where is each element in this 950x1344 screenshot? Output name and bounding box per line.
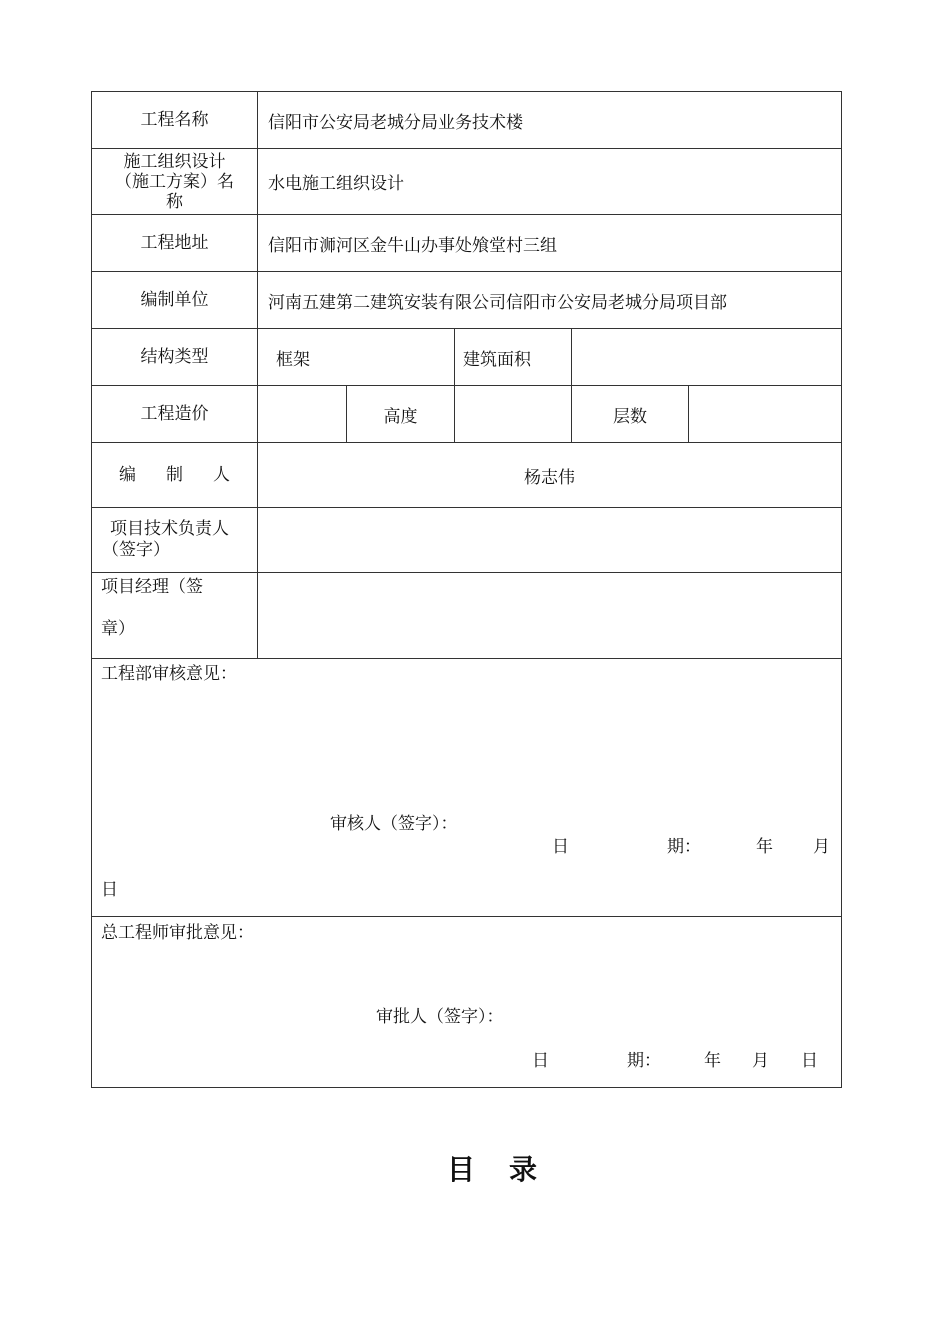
- dept-date-period-label: 期：: [667, 837, 701, 857]
- design-name-label: [92, 149, 258, 215]
- height-label: 高度: [347, 386, 455, 443]
- tech-lead-value: [258, 508, 842, 573]
- row-manager: [92, 573, 842, 659]
- compiler-label-char-3: 人: [213, 465, 230, 485]
- design-name-label-line1: 施工组织设计: [123, 151, 226, 172]
- address-value: 信阳市浉河区金牛山办事处飧堂村三组: [258, 215, 842, 272]
- compiler-label-char-2: 制: [166, 465, 183, 485]
- approval-form: [91, 91, 841, 1088]
- project-name-value: 信阳市公安局老城分局业务技术楼: [258, 92, 842, 149]
- toc-title: 目录: [446, 1153, 571, 1186]
- floors-label: 层数: [572, 386, 689, 443]
- unit-value: 河南五建第二建筑安装有限公司信阳市公安局老城分局项目部: [258, 272, 842, 329]
- area-value: [572, 329, 842, 386]
- area-label: 建筑面积: [455, 329, 572, 386]
- dept-date-month: 月: [813, 837, 830, 857]
- structure-label: 结构类型: [92, 329, 258, 386]
- chief-date-year: 年: [704, 1051, 721, 1071]
- dept-reviewer-signature-label: 审核人（签字）：: [330, 814, 458, 834]
- height-value: [455, 386, 572, 443]
- manager-value: [258, 573, 842, 659]
- cost-value: [258, 386, 347, 443]
- manager-label-line2: 章）: [101, 619, 135, 639]
- compiler-label-char-1: 编: [119, 465, 136, 485]
- row-dept-review: [92, 659, 842, 917]
- tech-lead-label-line1: 项目技术负责人: [110, 519, 229, 539]
- row-tech-lead: [92, 508, 842, 573]
- row-design-name: [92, 149, 842, 215]
- row-unit: [92, 272, 842, 329]
- chief-date-month: 月: [752, 1051, 769, 1071]
- row-project-name: [92, 92, 842, 149]
- chief-date-day-char: 日: [532, 1051, 549, 1071]
- cost-label: 工程造价: [92, 386, 258, 443]
- manager-label: [92, 573, 258, 659]
- dept-date-year: 年: [756, 837, 773, 857]
- row-chief-review: [92, 917, 842, 1088]
- compiler-value: 杨志伟: [258, 443, 842, 508]
- tech-lead-label: [92, 508, 258, 573]
- approval-table: [91, 91, 842, 1088]
- chief-review-heading: 总工程师审批意见：: [101, 923, 254, 943]
- chief-review-cell: [92, 917, 842, 1088]
- compiler-label: [92, 443, 258, 508]
- row-structure: [92, 329, 842, 386]
- design-name-value: 水电施工组织设计: [258, 149, 842, 215]
- dept-review-cell: [92, 659, 842, 917]
- chief-date-period-label: 期：: [627, 1051, 661, 1071]
- structure-value: 框架: [258, 329, 455, 386]
- row-address: [92, 215, 842, 272]
- dept-review-heading: 工程部审核意见：: [101, 664, 237, 684]
- floors-value: [689, 386, 842, 443]
- project-name-label: 工程名称: [92, 92, 258, 149]
- design-name-label-line3: 称: [166, 191, 183, 212]
- design-name-label-line2: （施工方案）名: [115, 171, 234, 192]
- chief-date-day: 日: [801, 1051, 818, 1071]
- unit-label: 编制单位: [92, 272, 258, 329]
- row-compiler: [92, 443, 842, 508]
- dept-date-day: 日: [101, 880, 118, 900]
- address-label: 工程地址: [92, 215, 258, 272]
- chief-approver-signature-label: 审批人（签字）：: [376, 1007, 504, 1027]
- tech-lead-label-line2: （签字）: [102, 540, 170, 560]
- dept-date-day-char: 日: [552, 837, 569, 857]
- manager-label-line1: 项目经理（签: [101, 577, 203, 597]
- row-cost: [92, 386, 842, 443]
